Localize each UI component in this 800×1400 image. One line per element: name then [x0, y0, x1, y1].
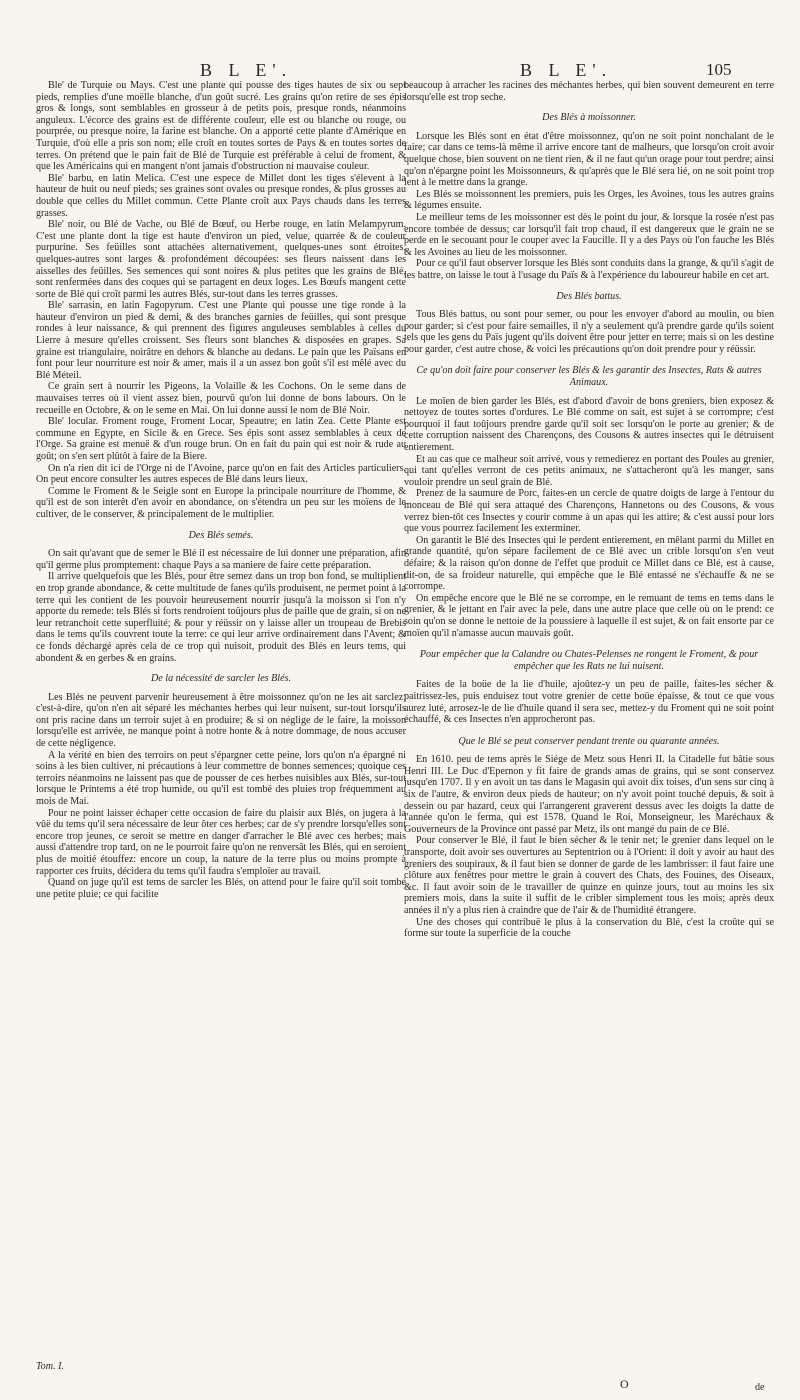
running-title-right: B L E'. [520, 60, 613, 80]
paragraph: Pour ne point laisser échaper cette occasion de faire du plaisir aux Blés, on jugera à la vûë du tems qu'il sera nécessaire de leur ôter ces herbes; car de s'y prendre lorsqu'elles sont encore trop jeunes, ce seroit se mettre en danger d'arracher le Blé avec ces herbes; mais aussi d'attendre trop tard, on ne le pourroit faire qu'on ne renversât les Blés, qui en seroient plus de moitié étouffez: encore un coup, la nature de la terre plus ou moins prompte à rapporter ces fruits, décidera du tems qu'il faudra s'emploïer au travail. [36, 807, 406, 877]
left-column [36, 80, 406, 1370]
paragraph: Une des choses qui contribuë le plus à la conservation du Blé, c'est la croûte qui se forme sur toute la superficie de la couche [404, 916, 774, 940]
paragraph: Le meilleur tems de les moissonner est dès le point du jour, & lorsque la rosée n'est pas encore tombée de dessus; car lorsqu'il fait trop chaud, il est dangereux que le grain ne se perde en le secouant pour le couper avec la Faucille. Il y a des Pays où l'on fauche les Blés & les Avoines au lieu de les moissonner. [404, 211, 774, 258]
paragraph: Ble' locular. Froment rouge, Froment Locar, Speautre; en latin Zea. Cette Plante est commune en Egypte, en Sicile & en Grece. Ses épis sont assez semblables à ceux de l'Orge. Sa graine est menuë & d'un rouge brun. On en fait du pain qui est noir & rude au goût; on s'en sert plûtôt à faire de la Biere. [36, 416, 406, 462]
page-number: 105 [706, 60, 732, 79]
section-heading: Pour empêcher que la Calandre ou Chates-Pelenses ne rongent le Froment, & pour empêcher que les Rats ne lui nuisent. [419, 649, 759, 672]
paragraph: Ble' de Turquie ou Mays. C'est une plante qui pousse des tiges hautes de six ou sept pieds, remplies d'une moëlle blanche, d'un goût sucré. Les grains qu'on retire de ses épis gros & longs, sont semblables en grosseur à de petits pois, presque ronds, néanmoins anguleux. L'écorce des grains est de différente couleur, elle est ou blanche ou rouge, ou pourprée, ou presque noire, la farine est blanche. On a apporté cette plante d'Amérique en Turquie, d'où elle a pris son nom; elle croît en toutes sortes de Pays & en toutes sortes de terres. On prétend que le pain fait de Blé de Turquie est préférable à celui de froment, & que les Américains qui en mangent n'ont jamais d'obstruction ni mauvaise couleur. [36, 80, 406, 173]
paragraph: Les Blés se moissonnent les premiers, puis les Orges, les Avoines, tous les autres grains & légumes ensuite. [404, 188, 774, 212]
paragraph: Pour conserver le Blé, il faut le bien sécher & le tenir net; le grenier dans lequel on le transporte, doit avoir ses ouvertures au Septentrion ou à l'Orient: il doit y avoir au haut des greniers des soupiraux, & il faut bien se donner de garde de les lambrisser: il faut faire une clôture aux fenêtres pour mettre le grain à couvert des Chats, des Fouines, des Oiseaux, &c. Il faut avoir soin de le travailler de quinze en quinze jours, tout au moins les six premiers mois, dans la suite il suffit de le cribler simplement tous les mois; après deux années il n'y a plus rien à craindre que de l'air & de l'humidité étrangere. [404, 835, 774, 916]
paragraph: Tous Blés battus, ou sont pour semer, ou pour les envoyer d'abord au moulin, ou bien pour garder; si c'est pour faire semailles, il n'y a seulement qu'à prendre garde qu'ils soient tels que les gens du Païs jugent qu'ils doivent être pour jetter en terre; mais si on les destine pour garder, c'est autre chose, & voici les précautions qu'on doit prendre pour y réüssir. [404, 309, 774, 355]
section-heading: Des Blés semés. [188, 529, 254, 541]
section-heading: Que le Blé se peut conserver pendant trente ou quarante années. [458, 735, 720, 747]
paragraph: Pour ce qu'il faut observer lorsque les Blés sont conduits dans la grange, & qu'il s'agit de les battre, on laisse le tout à l'usage du Païs & à l'expérience du laboureur habile en cet art. [404, 258, 774, 281]
paragraph: A la vérité en bien des terroirs on peut s'épargner cette peine, lors qu'on n'a épargné ni soins à les bien cultiver, ni précautions à leur commettre de bonnes semences; quoique ces terroirs néanmoins ne laissent pas que de pousser de ces herbes nuisibles aux Blés, sur-tout lorsque le Printems a été trop humide, ou qu'il est tombé des pluies trop fréquemment au mois de Mai. [36, 749, 406, 808]
paragraph: Comme le Froment & le Seigle sont en Europe la principale nourriture de l'homme, & qu'il est de son interêt d'en avoir en abondance, on s'étendra un peu sur les moïens de le cultiver, de le conserver, & principalement de le multiplier. [36, 485, 406, 520]
right-column [404, 80, 774, 1370]
paragraph: Ble' noir, ou Blé de Vache, ou Blé de Bœuf, ou Herbe rouge, en latin Melampyrum. C'est une plante dont la tige est haute d'environ un pied, velue, quarrée & de couleur purpurine. Ses feüilles sont attachées alternativement, quelques-unes sont étroites, quelques-autres sont larges & profondément découpées: ses fleurs naissent dans les aisselles des feüilles. Ses semences qui sont noires & plus petites que les grains de Blé, sont renfermées dans des coques qui se partagent en deux loges. Les Bœufs mangent cette sorte de Blé qui croît parmi les autres Blés, sur-tout dans les terres grasses. [36, 219, 406, 300]
paragraph: Lorsque les Blés sont en état d'être moissonnez, qu'on ne soit point nonchalant de le faire; car dans ce tems-là même il arrive encore tant de malheurs, que lorsqu'on croit avoir quelque chose, bien souvent on ne tient rien, & il ne faut qu'un orage pour tout perdre; ainsi qu'on n'épargne point les Moissonneurs, & qu'après que le Blé sera lié, on ne soit point trop lent à le mettre dans la grange. [404, 130, 774, 189]
paragraph: Et au cas que ce malheur soit arrivé, vous y remedierez en portant des Poules au grenier, qui tant qu'elles verront de ces petits animaux, ne s'attacheront qu'à les manger, sans vouloir prendre un seul grain de Blé. [404, 453, 774, 488]
paragraph: On n'a rien dit ici de l'Orge ni de l'Avoine, parce qu'on en fait des Articles particuliers. On peut encore consulter les autres especes de Blé dans leurs lieux. [36, 462, 406, 486]
paragraph: On garantit le Blé des Insectes qui le perdent entierement, en mêlant parmi du Millet en grande quantité, qu'on sépare facilement de ce Blé avec un crible lorsqu'on s'en veut défaire; & la raison qu'on donne de l'effet que produit ce Millet dans ce Blé, est à cause, dit-on, de sa froideur naturelle, qui empêche que le Blé entassé ne s'échauffe & ne se corrompe. [404, 534, 774, 593]
section-heading: De la nécessité de sarcler les Blés. [150, 673, 292, 685]
paragraph: Les Blés ne peuvent parvenir heureusement à être moissonnez qu'on ne les ait sarclez; c'est-à-dire, qu'on n'en ait séparé les méchantes herbes qui leur nuisent, sur-tout lorsqu'ils ont pris racine dans un terroir sujet à en produire; & si on néglige de le faire, la moisson lorsqu'elle est arrivée, ne manque point à notre honte & à notre dommage, de nous accuser de cette négligence. [36, 691, 406, 750]
running-title-left: B L E'. [200, 60, 293, 80]
section-heading: Des Blés à moissonner. [542, 112, 636, 124]
paragraph: Le moïen de bien garder les Blés, est d'abord d'avoir de bons greniers, bien exposez & nettoyez de toutes sortes d'ordures. Le Blé comme on sait, est sujet à se corrompre; c'est pourquoi il faut toûjours prendre garde qu'il soit sec lorsqu'on le porte au grenier; & de cette corruption naissent des Charençons, des Cousons & autres insectes qui le détruisent entierement. [404, 395, 774, 454]
signature-mark: O [620, 1377, 629, 1391]
paragraph: En 1610. peu de tems après le Siége de Metz sous Henri II. la Citadelle fut bâtie sous Henri III. Le Duc d'Epernon y fit faire de grands amas de grains, qui se sont conservez jusqu'en 1707. Il y en avoit un tas dans le Magasin qui avoit dix toises, d'un sens sur cinq à six de l'autre, & environ deux pieds de hauteur; on n'y avoit point touché depuis, & soit à dessein ou par hazard, ceux qui l'arrangerent graverent dessus avec les doigts la datte de l'année qu'on le ferma, qui est 1578. Quand le Roi, Monseigneur, les Maréchaux & Gouverneurs de la Province ont passé par Metz, ils ont mangé du pain de ce Blé. [404, 754, 774, 835]
paragraph: Ble' sarrasin, en latin Fagopyrum. C'est une Plante qui pousse une tige ronde à la hauteur d'environ un pied & demi, & des branches garnies de feüilles, qui sont presque rondes à leur naissance, & qui prennent des figures anguleuses semblables à celles du Lierre à mesure qu'elles croissent. Ses fleurs sont blanches & disposées en grapes. Sa graine est triangulaire, noirâtre en dehors & blanche au dedans. Le pain que les Païsans en font pour leur nourriture est noir & amer, mais il a un assez bon goût s'il est mêlé avec du Blé Méteil. [36, 300, 406, 381]
paragraph: On empêche encore que le Blé ne se corrompe, en le remuant de tems en tems dans le grenier, & le jettant en l'air avec la pele, dans une autre place que celle où on le prend: ce soin qu'on se donne le nettoie de la poussiere à laquelle il est sujet, & on fait ensorte par ce moïen qu'il n'amasse aucun mauvais goût. [404, 592, 774, 639]
paragraph: Prenez de la saumure de Porc, faites-en un cercle de quatre doigts de large à l'entour du monceau de Blé qui sera attaqué des Charençons, Hannetons ou des Cousons, & vous verrez bien-tôt ces Insectes y courir comme à un apas qui les attire; & c'est aussi pour lors que vous pourrez facilement les exterminer. [404, 488, 774, 535]
paragraph: Quand on juge qu'il est tems de sarcler les Blés, on attend pour le faire qu'il soit tombé une petite pluie; ce qui facilite [36, 877, 406, 900]
volume-mark: Tom. I. [36, 1361, 64, 1372]
paragraph: On sait qu'avant que de semer le Blé il est nécessaire de lui donner une préparation, afin qu'il germe plus promptement: chaque Pays a sa maniere de faire cette préparation. [36, 548, 406, 571]
paragraph: beaucoup à arracher les racines des méchantes herbes, qui bien souvent demeurent en terre lorsqu'elle est trop seche. [404, 80, 774, 103]
paragraph: Ble' barbu, en latin Melica. C'est une espece de Millet dont les tiges s'élevent à la hauteur de huit ou neuf pieds; ses graines sont ovales ou presque rondes, & plus grosses au double que celles du Millet commun. Cette Plante croît aux Pays chauds dans les terres grasses. [36, 172, 406, 219]
section-heading: Des Blés battus. [556, 290, 622, 302]
paragraph: Il arrive quelquefois que les Blés, pour être semez dans un trop bon fond, se multiplient en trop grande abondance, & cette multitude de fanes qu'ils produisent, ne permet point à la terre qui les contient de les pouvoir heureusement nourrir jusqu'à la moisson si l'on n'y apporte du remede: tels Blés si forts rendroient toûjours plus de paille que de grain, si on ne leur retranchoit cette superfluité; & pour y réüssir on y laisse aller un troupeau de Brebis dans le tems qu'ils couvrent toute la terre: ce qui leur arrive ordinairement dans l'Avent; & ce fonds déchargé après cela de ce trop qui nuisoit, produit des Blés en leurs tems, qui abondent & en gerbes & en grains. [36, 571, 406, 664]
catchword: de [755, 1382, 765, 1393]
paragraph: Ce grain sert à nourrir les Pigeons, la Volaille & les Cochons. On le seme dans de mauvaises terres où il vient assez bien, pourvû qu'on lui donne de bons labours. On le recueille en Octobre, & on le seme en Mai. On lui donne aussi le nom de Blé Noir. [36, 381, 406, 416]
paragraph: Faites de la boüe de la lie d'huile, ajoûtez-y un peu de paille, faites-les sécher & paitrissez-les, puis enduisez tout votre grenier de cette boüe épaisse, & tout ce que vous aurez luté, arrosez-le de lie d'huile quand il sera sec, mettez-y du Froment qui ne soit point échauffé, & ces Insectes n'en approcheront pas. [404, 679, 774, 726]
section-heading: Ce qu'on doit faire pour conserver les Blés & les garantir des Insectes, Rats & autres Animaux. [416, 365, 762, 389]
